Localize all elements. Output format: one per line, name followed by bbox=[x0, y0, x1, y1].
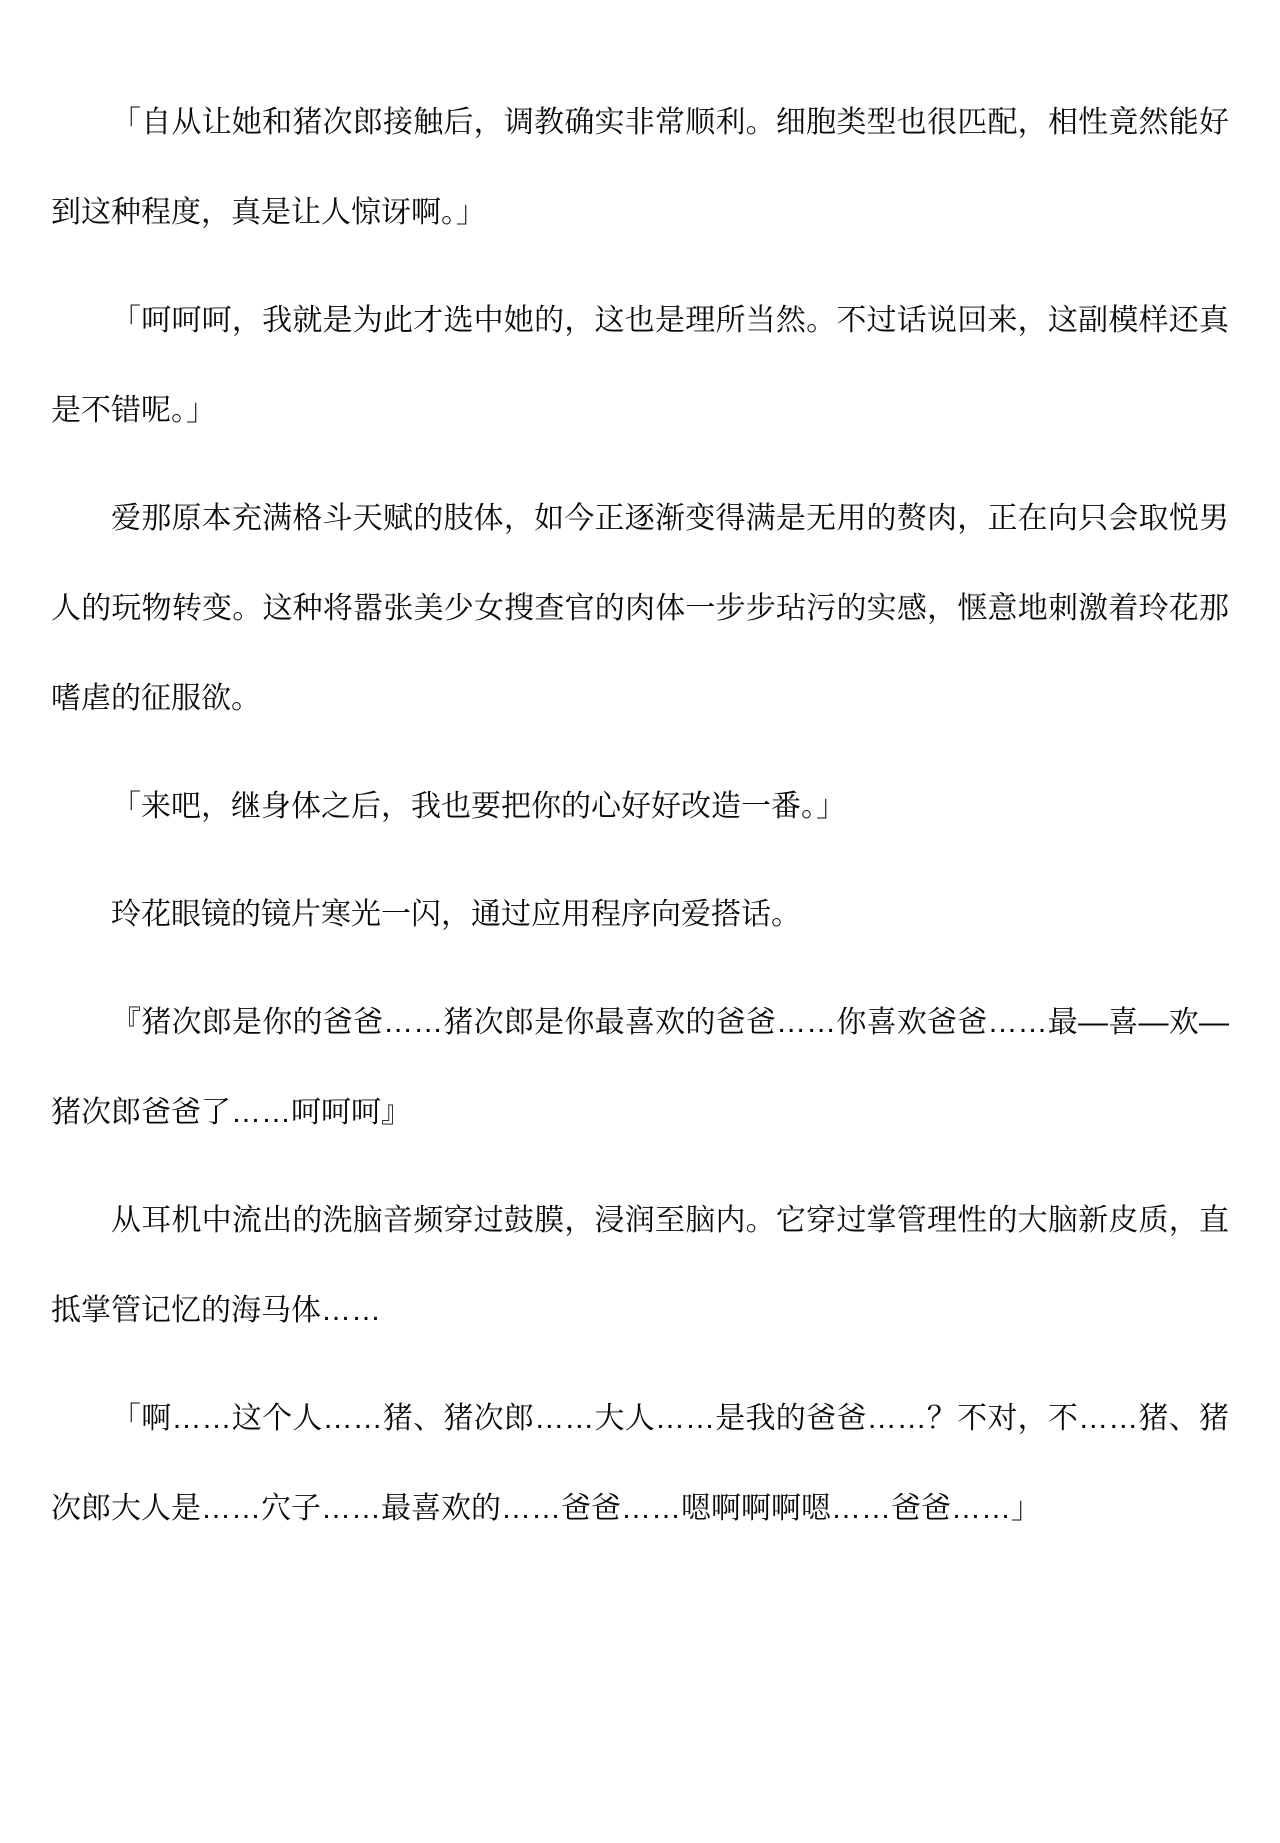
paragraph-audio-message: 『猪次郎是你的爸爸……猪次郎是你最喜欢的爸爸……你喜欢爸爸……最—喜—欢—猪次郎爸爸了……呵呵呵』 bbox=[51, 1006, 1229, 1129]
paragraph-dialogue-2: 「呵呵呵，我就是为此才选中她的，这也是理所当然。不过话说回来，这副模样还真是不错呢。」 bbox=[51, 304, 1229, 427]
paragraph-dialogue-3: 「来吧，继身体之后，我也要把你的心好好改造一番。」 bbox=[111, 790, 846, 823]
paragraph-narration-1: 爱那原本充满格斗天赋的肢体，如今正逐渐变得满是无用的赘肉，正在向只会取悦男人的玩物转变。这种将嚣张美少女搜查官的肉体一步步玷污的实感，惬意地刺激着玲花那嗜虐的征服欲。 bbox=[51, 502, 1229, 715]
paragraph-dialogue-4: 「啊……这个人……猪、猪次郎……大人……是我的爸爸……？不对，不……猪、猪次郎大人是……穴子……最喜欢的……爸爸……嗯啊啊啊嗯……爸爸……」 bbox=[51, 1402, 1229, 1525]
paragraph-narration-3: 从耳机中流出的洗脑音频穿过鼓膜，浸润至脑内。它穿过掌管理性的大脑新皮质，直抵掌管记忆的海马体…… bbox=[51, 1204, 1229, 1327]
paragraph-dialogue-1: 「自从让她和猪次郎接触后，调教确实非常顺利。细胞类型也很匹配，相性竟然能好到这种程度，真是让人惊讶啊。」 bbox=[51, 106, 1229, 229]
paragraph-narration-2: 玲花眼镜的镜片寒光一闪，通过应用程序向爱搭话。 bbox=[111, 898, 801, 931]
